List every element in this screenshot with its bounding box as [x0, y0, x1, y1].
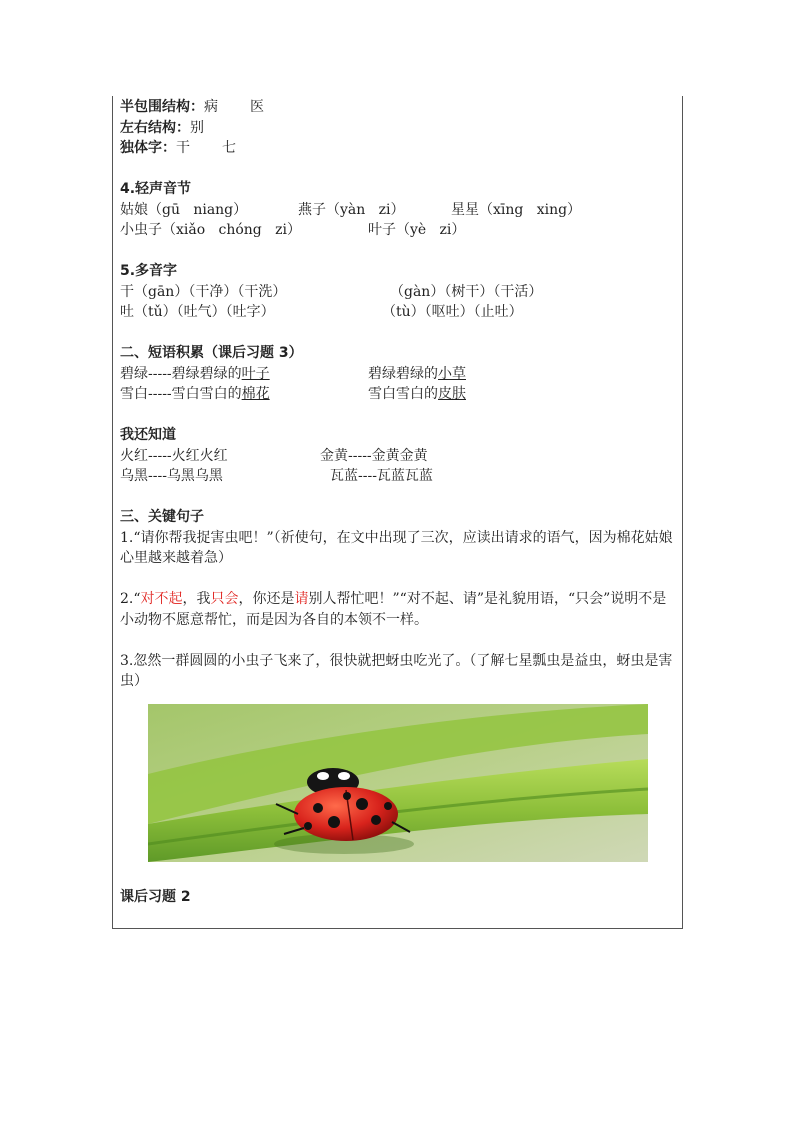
- text: ，你还是: [238, 591, 295, 607]
- qingsheng-row1: [120, 200, 676, 221]
- duoyin-row1: [120, 282, 676, 303]
- phrase-text: 碧绿-----碧绿碧绿的: [120, 365, 242, 382]
- footer-title: 课后习题 2: [120, 889, 191, 905]
- text: 别人帮忙吧！”“对不起、请”是礼貌用语，“只会”说明不是小动物不愿意帮忙，而是因为各自的本领不一样。: [120, 591, 667, 628]
- phrase-text: 火红-----火红火红: [120, 447, 228, 464]
- structure-lr: [120, 118, 676, 139]
- pinyin-item: 叶子（yè zi）: [368, 222, 466, 238]
- phrases-title: 二、短语积累（课后习题 3）: [120, 345, 303, 361]
- structure-bao: [120, 97, 676, 118]
- ladybug-photo: [148, 704, 648, 862]
- char: 医: [250, 99, 264, 115]
- phrase-underlined: 棉花: [241, 386, 270, 402]
- qingsheng-title: 4.轻声音节: [120, 181, 192, 197]
- document-body: [120, 97, 676, 692]
- sentence-2: [120, 589, 676, 630]
- char: 七: [222, 140, 236, 156]
- char: 病: [204, 99, 218, 115]
- duoyin-row2: [120, 302, 676, 323]
- sentence-1: 1.“请你帮我捉害虫吧！”（祈使句，在文中出现了三次，应读出请求的语气，因为棉花姑娘心里越来越着急）: [120, 529, 673, 566]
- highlight-text: 对不起: [140, 591, 183, 607]
- know-row1: [120, 446, 676, 467]
- sentence-3: 3.忽然一群圆圆的小虫子飞来了，很快就把蚜虫吃光了。（了解七星瓢虫是益虫，蚜虫是害虫）: [120, 652, 673, 689]
- phrase-text: 雪白雪白的: [368, 386, 438, 402]
- duoyin-item: （gàn）（树干）（干活）: [390, 283, 543, 300]
- phrase-underlined: 皮肤: [438, 386, 466, 402]
- phrases-row1: [120, 364, 676, 385]
- phrases-row2: [120, 384, 676, 405]
- structure-du: [120, 138, 676, 159]
- phrase-text: 金黄-----金黄金黄: [320, 447, 428, 464]
- phrase-text: 雪白-----雪白雪白的: [120, 386, 242, 402]
- text: ，我: [182, 591, 211, 607]
- know-row2: [120, 466, 676, 487]
- qingsheng-row2: [120, 220, 676, 241]
- char: 别: [190, 119, 204, 136]
- phrase-text: 瓦蓝----瓦蓝瓦蓝: [330, 468, 433, 484]
- duoyin-item: （tù）（呕吐）（止吐）: [382, 304, 523, 320]
- know-title: 我还知道: [120, 427, 176, 443]
- phrase-underlined: 小草: [438, 365, 466, 382]
- duoyin-item: 吐（tǔ）（吐气）（吐字）: [120, 304, 275, 320]
- phrase-underlined: 叶子: [241, 365, 270, 382]
- label: 半包围结构：: [120, 99, 204, 115]
- label: 独体字：: [120, 140, 176, 156]
- text: 2.“: [120, 591, 141, 607]
- label: 左右结构：: [120, 119, 190, 136]
- phrase-text: 乌黑----乌黑乌黑: [120, 468, 223, 484]
- pinyin-item: 小虫子（xiǎo chóng zi）: [120, 222, 301, 238]
- highlight-text: 请: [294, 591, 309, 607]
- duoyin-title: 5.多音字: [120, 263, 178, 279]
- char: 干: [176, 140, 190, 156]
- pinyin-item: 燕子（yàn zi）: [298, 201, 405, 218]
- pinyin-item: 姑娘（gū niang）: [120, 201, 248, 218]
- sentences-title: 三、关键句子: [120, 509, 204, 525]
- phrase-text: 碧绿碧绿的: [368, 365, 438, 382]
- pinyin-item: 星星（xīng xing）: [451, 201, 582, 218]
- duoyin-item: 干（gān）（干净）（干洗）: [120, 283, 287, 300]
- highlight-text: 只会: [210, 591, 239, 607]
